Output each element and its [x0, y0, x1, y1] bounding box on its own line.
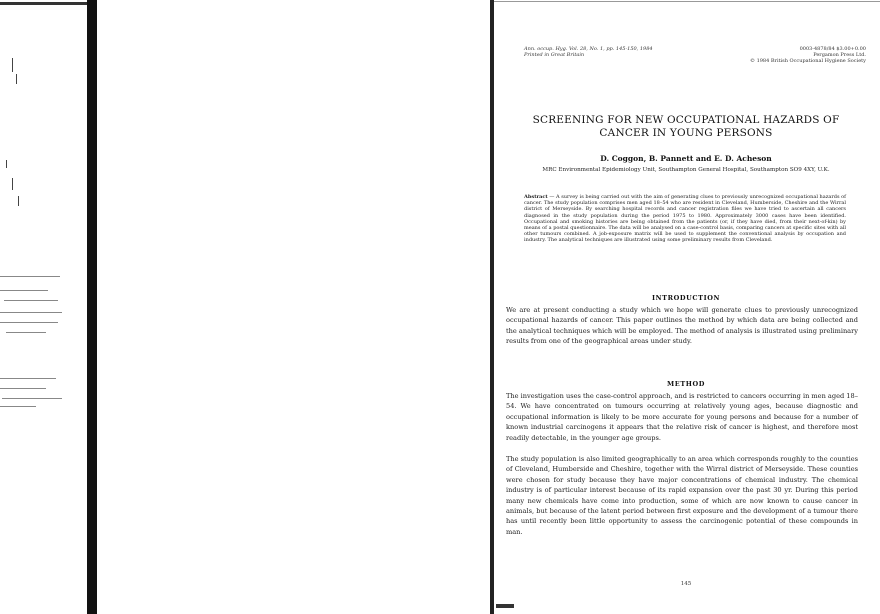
scan-artifact — [6, 332, 46, 333]
scan-artifact — [0, 290, 48, 291]
scan-artifact — [496, 604, 514, 608]
page-number: 145 — [680, 581, 692, 587]
article-page — [496, 0, 880, 614]
journal-citation-line: Ann. occup. Hyg. Vol. 28, No. 1, pp. 145-150, 1984 — [524, 46, 653, 52]
scan-artifact — [0, 322, 58, 323]
page-gutter — [490, 0, 494, 614]
left-page-top-edge — [0, 2, 95, 5]
scan-artifact — [0, 388, 46, 389]
introduction-heading: INTRODUCTION — [651, 294, 721, 302]
journal-citation-line: Printed in Great Britain — [524, 52, 585, 58]
introduction-paragraph: We are at present conducting a study which we hope will generate clues to previously unrecognized occupational hazards of cancer. This paper outlines the method by which data are being collected and the analytical techniques which will be employed. The method of analysis is illustrated using preliminary results from one of the geographical areas under study. — [506, 306, 858, 346]
scan-artifact — [2, 398, 62, 399]
scan-artifact — [18, 196, 19, 206]
abstract — [524, 194, 846, 244]
scan-artifact — [6, 160, 7, 168]
binding-shadow — [87, 0, 97, 614]
method-heading: METHOD — [666, 380, 706, 388]
abstract-text: — A survey is being carried out with the aim of generating clues to previously unrecognized occupational hazards of cancer. The study population comprises men aged 18–54 who are resident in Cleveland, Humberside, Cheshire and the Wirral district of Merseyside. By searching hospital records and cancer registration files we have tried to ascertain all cancers diagnosed in the study population during the period 1975 to 1980. Approximately 3000 cases have been identified. Occupational and smoking histories are being obtained from the patients (or, if they have died, from their next-of-kin) by means of a postal questionnaire. The data will be analysed on a case-control basis, comparing cancers at specific sites with all other tumours combined. A job-exposure matrix will be used to supplement the conventional analysis by occupation and industry. The analytical techniques are illustrated using some preliminary results from Cleveland. — [524, 194, 846, 244]
title-line: CANCER IN YOUNG PERSONS — [599, 127, 773, 139]
scan-artifact — [0, 276, 60, 277]
publisher-info-line: 0003-4878/84 $3.00+0.00 — [799, 46, 866, 52]
publisher-info-line: © 1984 British Occupational Hygiene Society — [749, 58, 866, 64]
scan-artifact — [0, 378, 56, 379]
author-list: D. Coggon, B. Pannett and E. D. Acheson — [600, 154, 772, 163]
publisher-info-line: Pergamon Press Ltd. — [813, 52, 866, 58]
author-affiliation: MRC Environmental Epidemiology Unit, Southampton General Hospital, Southampton SO9 4XY, U.K. — [542, 167, 830, 173]
scan-artifact — [0, 312, 62, 313]
abstract-label: Abstract — [524, 194, 548, 200]
article-title — [516, 114, 856, 140]
journal-citation — [524, 46, 664, 58]
scan-artifact — [4, 300, 58, 301]
method-paragraph-2: The study population is also limited geographically to an area which corresponds roughly to the counties of Cleveland, Humberside and Cheshire, together with the Wirral district of Merseyside. These counties were chosen for study because they have major concentrations of chemical industry. The chemical industry is of particular interest because of its rapid expansion over the past 30 yr. During this period many new chemicals have come into production, some of which are now known to cause cancer in animals, but because of the latent period between first exposure and the development of a tumour there has until recently been little opportunity to assess the carcinogenic potential of these compounds in man. — [506, 455, 858, 536]
scan-artifact — [12, 58, 13, 72]
method-paragraph-1: The investigation uses the case-control approach, and is restricted to cancers occurring in men aged 18–54. We have concentrated on tumours occurring at relatively young ages, because diagnostic and occupational information is likely to be more accurate for young persons and because for a number of known industrial carcinogens it appears that the relative risk of cancer is highest, and therefore most readily detectable, in the younger age groups. — [506, 392, 858, 442]
publisher-info — [726, 46, 866, 64]
title-line: SCREENING FOR NEW OCCUPATIONAL HAZARDS OF — [532, 114, 840, 126]
scan-artifact — [16, 74, 17, 84]
scan-artifact — [12, 178, 13, 190]
scan-artifact — [0, 406, 36, 407]
